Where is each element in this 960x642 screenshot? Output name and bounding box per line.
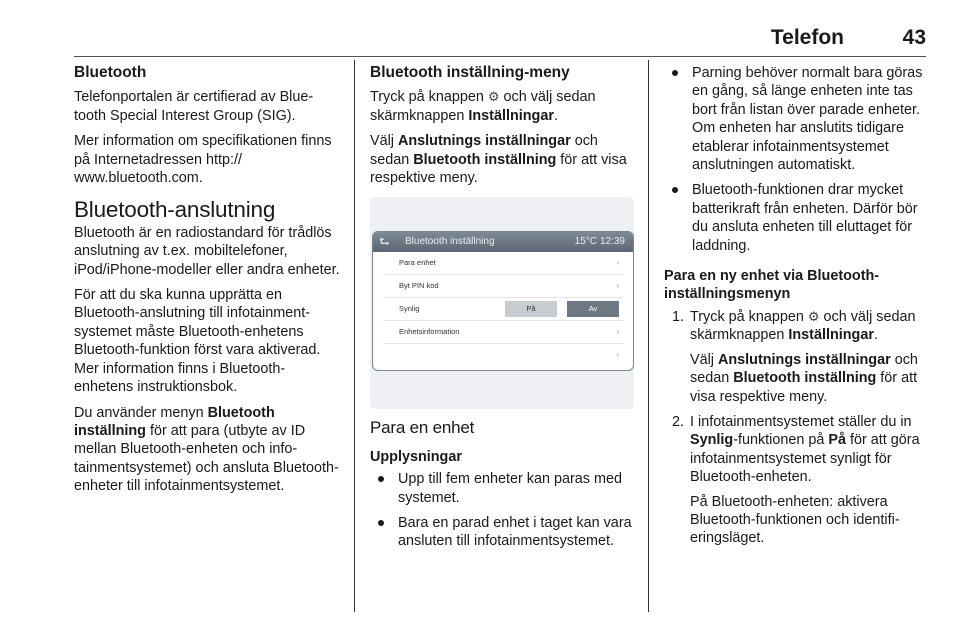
bullet-icon	[378, 476, 384, 482]
gear-icon: ⚙	[487, 89, 500, 105]
heading-pair-device: Para en enhet	[370, 418, 475, 438]
page-number: 43	[902, 26, 926, 49]
paragraph-more-info: Mer information om specifikationen finns på Internetadressen http:// www.bluetooth.com.	[74, 133, 332, 187]
menu-item-empty	[383, 344, 623, 366]
menu-item-pair-device[interactable]: Para enhet ›	[383, 252, 623, 275]
step-item: 1. Tryck på knappen ⚙ och välj sedan skärmknappen Inställningar. Välj Anslutnings inställningar och sedan Bluetooth inställning för att visa respektive meny.	[672, 308, 918, 405]
subheading-information: Upplysningar	[370, 448, 462, 465]
visible-off-button[interactable]: Av	[567, 301, 619, 317]
paragraph-radio-standard: Bluetooth är en radiostandard för trådlös anslutning av t.ex. mobiltelefoner, iPod/iPhone-modeller eller andra enheter.	[74, 224, 340, 278]
menu-item-device-info[interactable]: Enhetsinformation ›	[383, 321, 623, 344]
header-divider	[74, 56, 926, 57]
infotainment-screen	[372, 231, 634, 371]
paragraph-activate-bluetooth: För att du ska kunna upprätta en Bluetooth-anslutning till infotainmentsystemet måste Bluetooth-enhetens Bluetooth-funktion först vara aktiverad. Mer information finns i Bluetooth-enhetens instruktionsbok.	[74, 287, 321, 396]
page-title: Telefon	[770, 26, 844, 49]
info-bullet-list	[370, 470, 634, 551]
bullet-icon	[672, 70, 678, 76]
column-divider-1	[354, 60, 355, 612]
paragraph-press-button: Tryck på knappen ⚙ och välj sedan skärmknappen Inställningar.	[370, 89, 596, 124]
list-item: Bara en parad enhet i taget kan vara ansluten till infotainmentsystemet.	[370, 514, 634, 551]
screen-clock: 12:39	[599, 236, 625, 248]
screen-title: Bluetooth inställning	[405, 236, 495, 248]
chevron-right-icon: ›	[616, 258, 619, 268]
heading-bluetooth: Bluetooth	[74, 64, 147, 81]
list-item: Bluetooth-funktionen drar mycket batterikraft från enheten. Därför bör du ansluta enheten till eluttaget för laddning.	[664, 181, 928, 255]
infotainment-screenshot	[370, 197, 634, 409]
chevron-right-icon: ›	[616, 327, 619, 337]
paragraph-select-settings: Välj Anslutnings inställningar och sedan Bluetooth inställning för att visa respektive meny.	[370, 133, 627, 187]
steps-list	[664, 308, 928, 548]
gear-icon: ⚙	[807, 308, 820, 324]
bullet-icon	[672, 187, 678, 193]
screen-temperature: 15°C	[574, 236, 597, 248]
column-middle	[370, 64, 634, 558]
pairing-bullet-list	[664, 64, 928, 255]
column-left	[74, 64, 340, 503]
visible-on-button[interactable]: På	[505, 301, 557, 317]
heading-bluetooth-connection: Bluetooth-anslutning	[74, 197, 276, 223]
column-divider-2	[648, 60, 649, 612]
back-arrow-icon[interactable]: ⮑	[379, 235, 390, 250]
heading-settings-menu: Bluetooth inställning-meny	[370, 64, 570, 81]
screen-title-bar	[373, 232, 633, 252]
paragraph-menu-usage: Du använder menyn Bluetooth inställning för att para (utbyte av ID mellan Bluetooth-enheten och infotainmentsystemet) och ansluta Bluetooth-enheter till infotainmentsystemet.	[74, 404, 339, 495]
chevron-right-icon: ›	[616, 350, 619, 360]
list-item: Upp till fem enheter kan paras med systemet.	[370, 470, 634, 507]
menu-item-visible: Synlig På Av	[383, 298, 623, 321]
column-right	[664, 64, 928, 555]
paragraph-certification: Telefonportalen är certifierad av Bluetooth Special Interest Group (SIG).	[74, 89, 314, 124]
page-header	[74, 22, 926, 52]
step-item: 2. I infotainmentsystemet ställer du in Synlig-funktionen på På för att göra infotainmentsystemet synligt för Bluetooth-enheten. På Bluetooth-enheten: aktivera Bluetooth-funktionen och identifieringsläget.	[672, 413, 920, 547]
chevron-right-icon: ›	[616, 281, 619, 291]
heading-pair-new-device: Para en ny enhet via Bluetooth-inställningsmenyn	[664, 268, 880, 303]
bullet-icon	[378, 520, 384, 526]
list-item: Parning behöver normalt bara göras en gång, så länge enheten inte tas bort från listan över parade enheter. Om enheten har anslutits tidigare etablerar infotainmentsystemet anslutningen automatiskt.	[664, 64, 928, 174]
menu-item-change-pin[interactable]: Byt PIN kod ›	[383, 275, 623, 298]
